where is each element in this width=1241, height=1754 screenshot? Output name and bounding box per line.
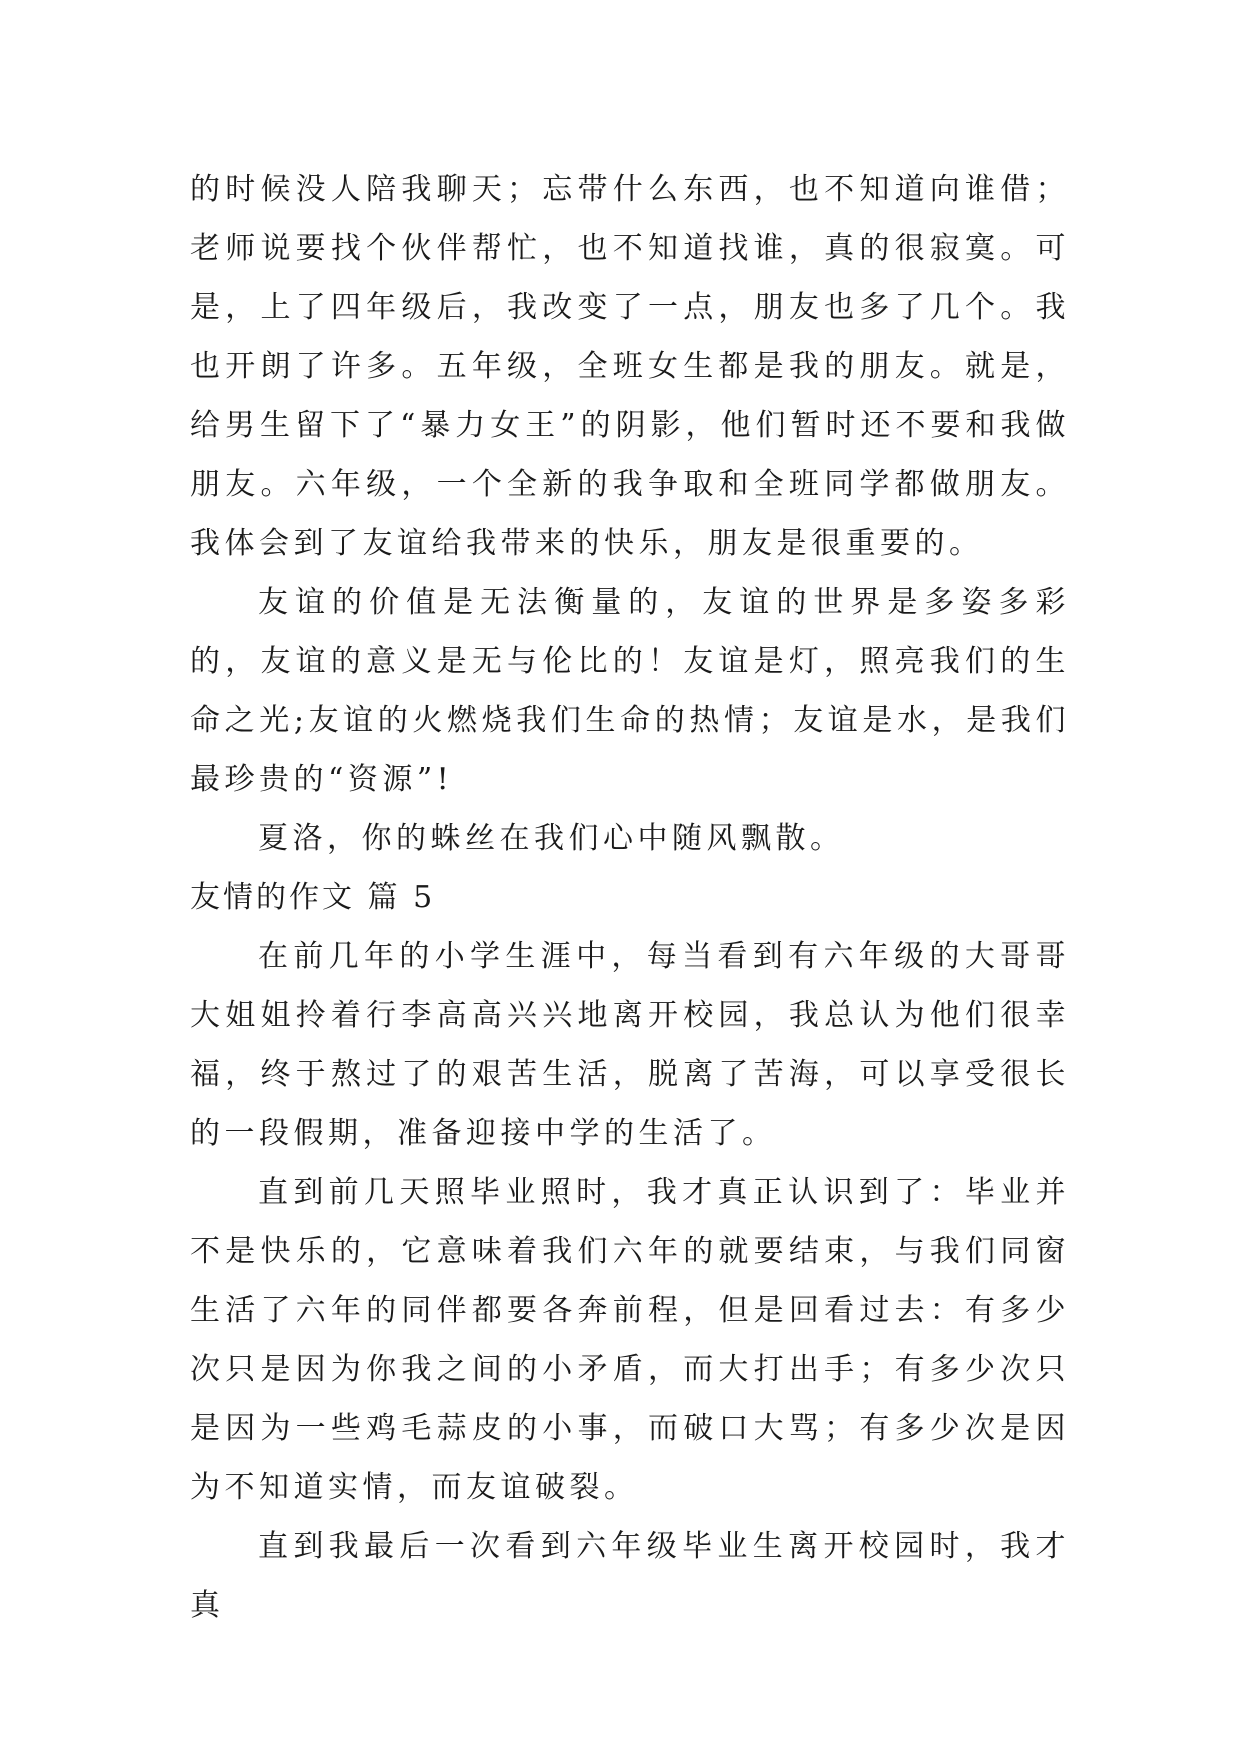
document-body (190, 160, 1070, 1635)
paragraph-graduation-envy: 在前几年的小学生涯中，每当看到有六年级的大哥哥大姐姐拎着行李高高兴兴地离开校园，我总认为他们很幸福，终于熬过了的艰苦生活，脱离了苦海，可以享受很长的一段假期，准备迎接中学的生活了。 (190, 939, 1070, 1151)
paragraph-last-look: 直到我最后一次看到六年级毕业生离开校园时，我才真 (190, 1529, 1070, 1623)
paragraph-friendship-value: 友谊的价值是无法衡量的，友谊的世界是多姿多彩的，友谊的意义是无与伦比的！友谊是灯，照亮我们的生命之光;友谊的火燃烧我们生命的热情；友谊是水，是我们最珍贵的“资源”! (190, 585, 1070, 797)
paragraph-charlotte: 夏洛，你的蛛丝在我们心中随风飘散。 (258, 821, 845, 856)
paragraph-graduation-photo: 直到前几天照毕业照时，我才真正认识到了：毕业并不是快乐的，它意味着我们六年的就要结束，与我们同窗生活了六年的同伴都要各奔前程，但是回看过去：有多少次只是因为你我之间的小矛盾，而大打出手；有多少次只是因为一些鸡毛蒜皮的小事，而破口大骂；有多少次是因为不知道实情，而友谊破裂。 (190, 1175, 1070, 1505)
paragraph-friends-change: 的时候没人陪我聊天；忘带什么东西，也不知道向谁借；老师说要找个伙伴帮忙，也不知道找谁，真的很寂寞。可是，上了四年级后，我改变了一点，朋友也多了几个。我也开朗了许多。五年级，全班女生都是我的朋友。就是，给男生留下了“暴力女王”的阴影，他们暂时还不要和我做朋友。六年级，一个全新的我争取和全班同学都做朋友。我体会到了友谊给我带来的快乐，朋友是很重要的。 (190, 172, 1070, 561)
section-heading: 友情的作文 篇 5 (190, 880, 436, 915)
